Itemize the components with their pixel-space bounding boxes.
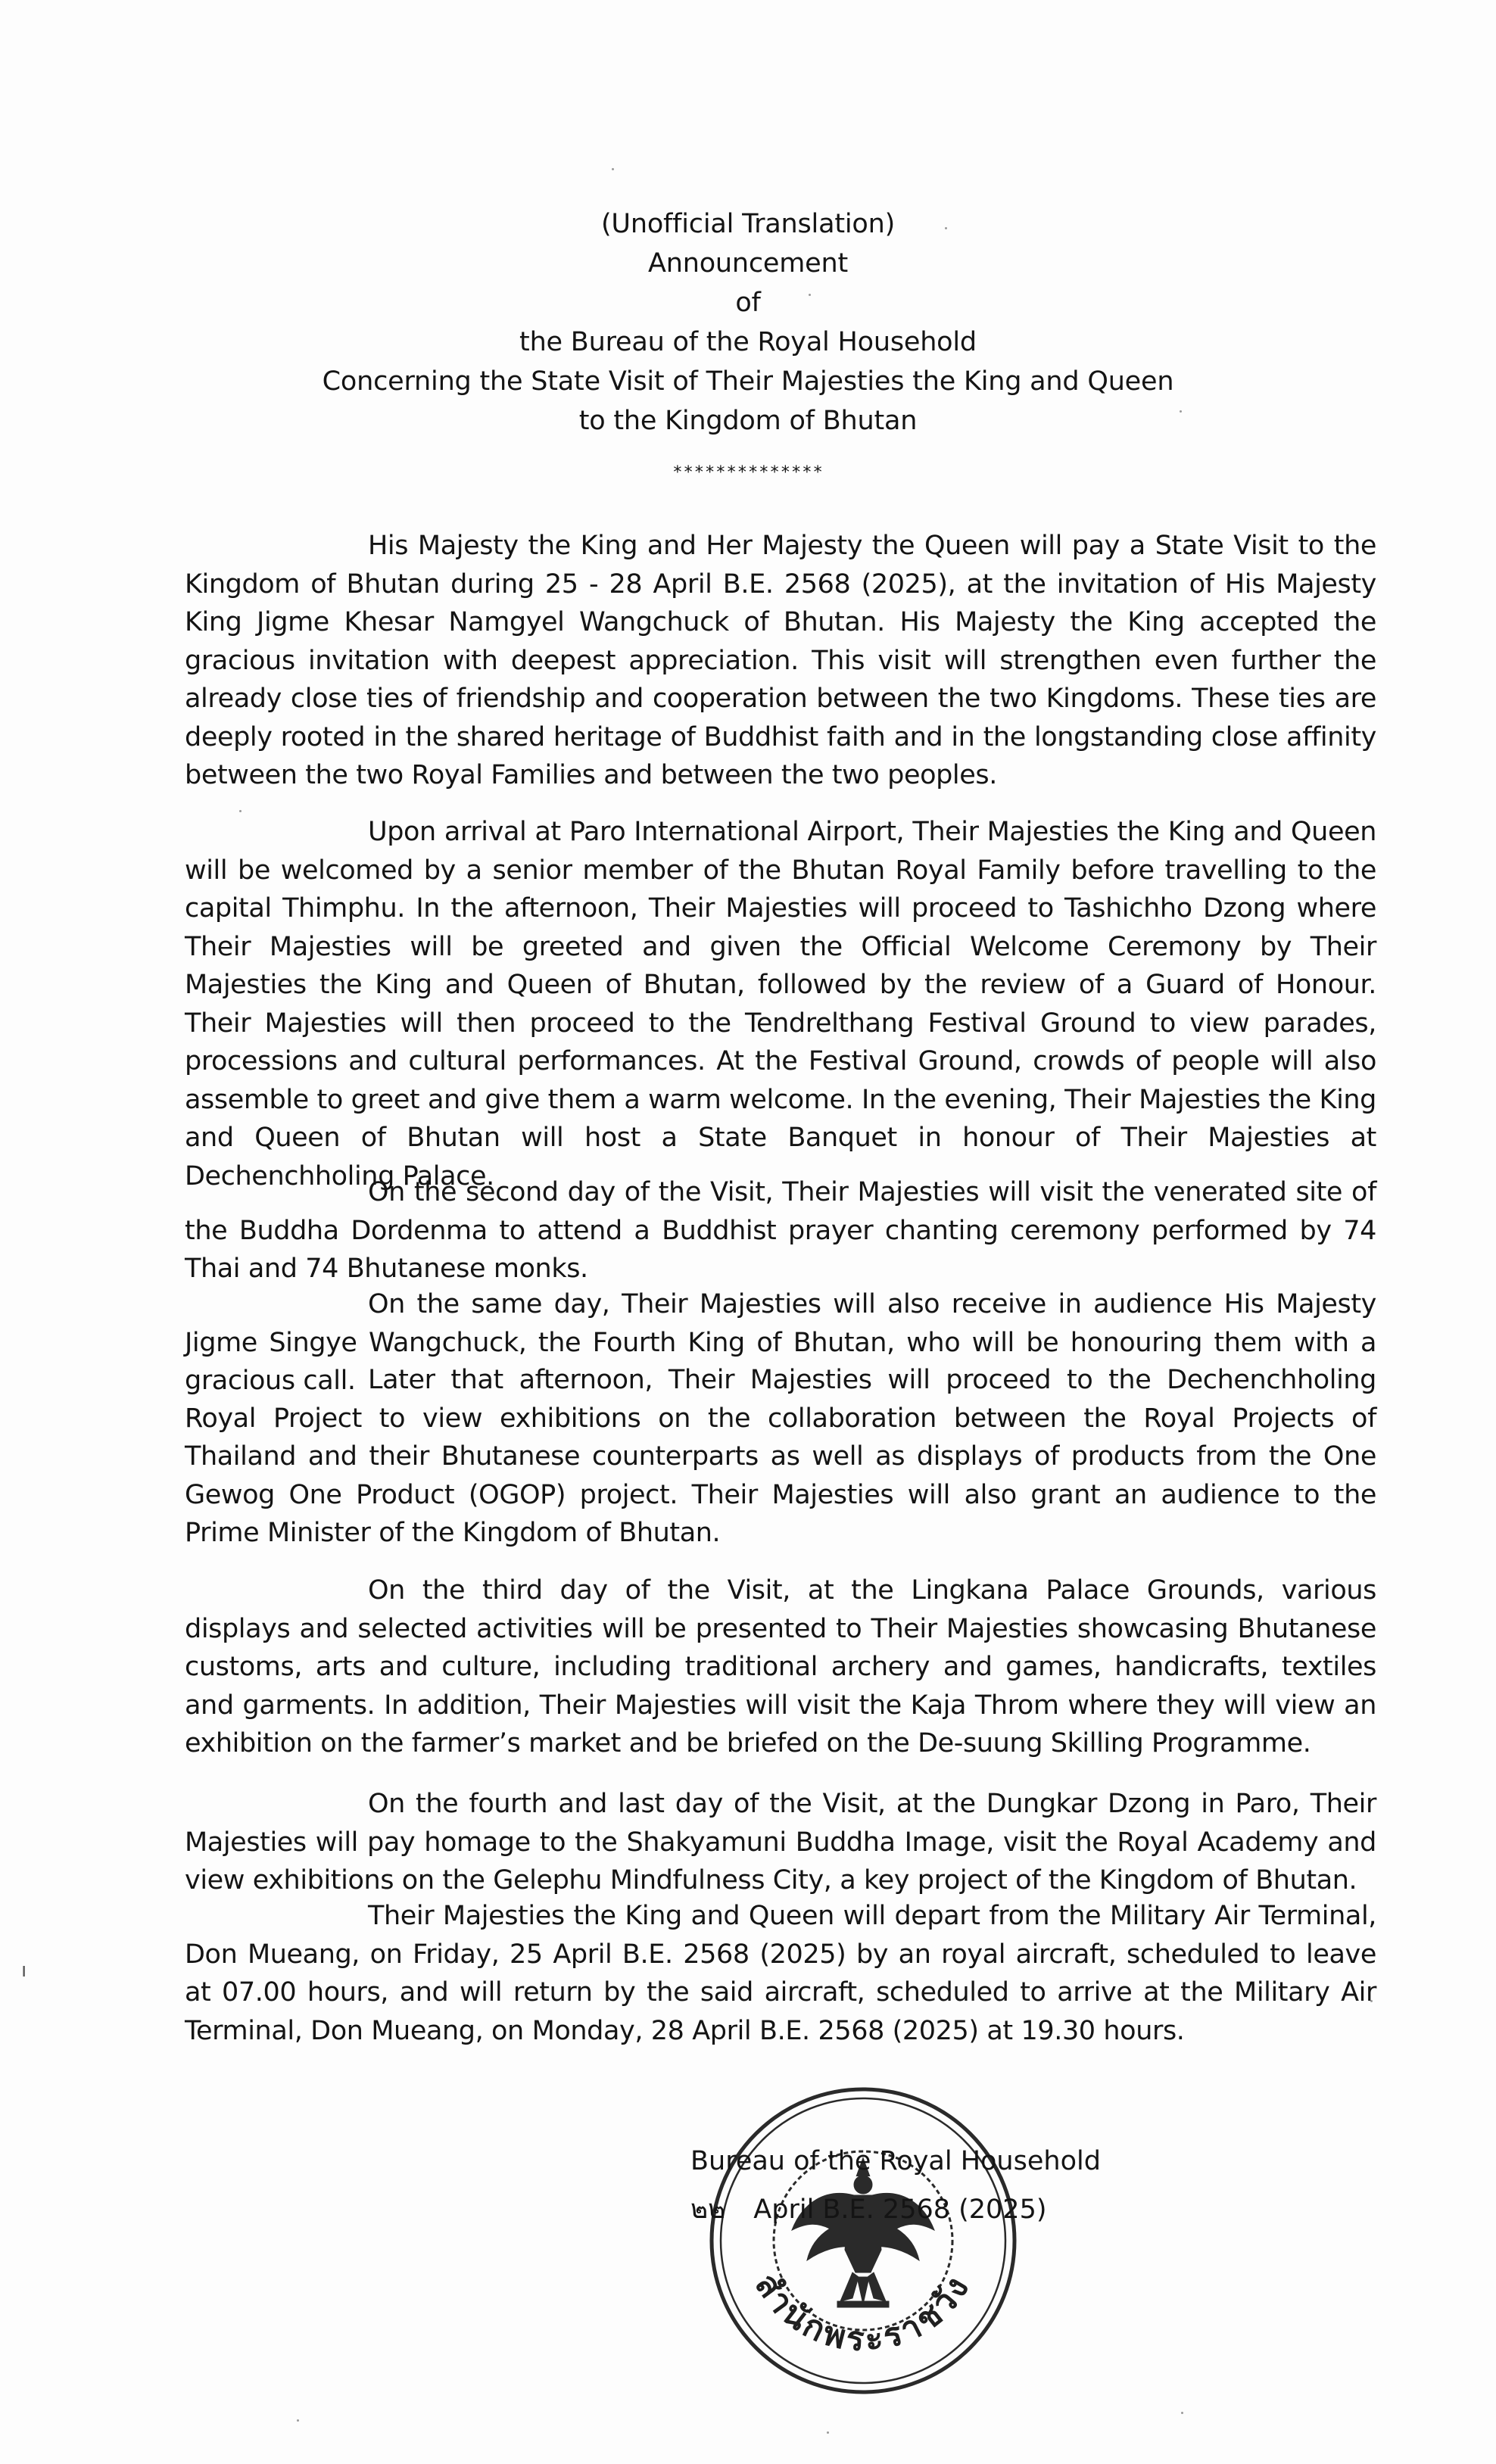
- paragraph-text: On the fourth and last day of the Visit, at the Dungkar Dzong in Paro, Their Majesties will pay homage to the Shakyamuni Buddha Image, visit the Royal Academy and view exhibitions on the Gelephu Mindfulness City, a key project of the Kingdom of Bhutan.: [185, 1789, 1376, 1896]
- paragraph-departure: [185, 1897, 1376, 2050]
- paragraph-text: On the third day of the Visit, at the Lingkana Palace Grounds, various displays and selected activities will be presented to Their Majesties showcasing Bhutanese customs, arts and culture, including traditional archery and games, handicrafts, textiles and garments. In addition, Their Majesties will visit the Kaja Throm where they will view an exhibition on the farmer’s market and be briefed on the De-suung Skilling Programme.: [185, 1575, 1376, 1758]
- paragraph-text: Upon arrival at Paro International Airport, Their Majesties the King and Queen will be welcomed by a senior member of the Bhutan Royal Family before travelling to the capital Thimphu. In the afternoon, Their Majesties will proceed to Tashichho Dzong where Their Majesties will be greeted and given the Official Welcome Ceremony by Their Majesties the King and Queen of Bhutan, followed by the review of a Guard of Honour. Their Majesties will then proceed to the Tendrelthang Festival Ground to view parades, processions and cultural performances. At the Festival Ground, crowds of people will also assemble to greet and give them a warm welcome. In the evening, Their Majesties the King and Queen of Bhutan will host a State Banquet in honour of Their Majesties at Dechenchholing Palace.: [185, 817, 1376, 1192]
- paragraph-text: His Majesty the King and Her Majesty the Queen will pay a State Visit to the Kingdom of Bhutan during 25 - 28 April B.E. 2568 (2025), at the invitation of His Majesty King Jigme Khesar Namgyel Wangchuck of Bhutan. His Majesty the King accepted the gracious invitation with deepest appreciation. This visit will strengthen even further the already close ties of friendship and cooperation between the two Kingdoms. These ties are deeply rooted in the shared heritage of Buddhist faith and in the longstanding close affinity between the two Royal Families and between the two peoples.: [185, 531, 1376, 790]
- margin-mark: ı: [21, 1959, 27, 1982]
- heading-announcement: Announcement: [648, 248, 848, 279]
- scan-speck: [1181, 2412, 1183, 2414]
- heading-issuer: the Bureau of the Royal Household: [519, 327, 977, 357]
- paragraph-text: On the same day, Their Majesties will also receive in audience His Majesty Jigme Singye Wangchuck, the Fourth King of Bhutan, who will be honouring them with a gracious call.: [185, 1289, 1376, 1396]
- royal-household-seal: [697, 2074, 1030, 2407]
- paragraph-second-day: [185, 1173, 1376, 1288]
- signature-date-line: [690, 2191, 1101, 2229]
- scan-speck: [239, 810, 242, 812]
- paragraph-arrival: [185, 813, 1376, 1195]
- seal-text: สำนักพระราชวัง: [746, 2266, 979, 2360]
- heading-separator: **************: [672, 463, 824, 482]
- paragraph-text: Later that afternoon, Their Majesties will proceed to the Dechenchholing Royal Project to view exhibitions on the collaboration between the Royal Projects of Thailand and their Bhutanese counterparts as well as displays of products from the One Gewog One Product (OGOP) project. Their Majesties will also grant an audience to the Prime Minister of the Kingdom of Bhutan.: [185, 1365, 1376, 1548]
- paragraph-third-day: [185, 1572, 1376, 1763]
- paragraph-state-visit: [185, 527, 1376, 795]
- scan-speck: [612, 168, 614, 170]
- signature-day-thai: ๒๒: [690, 2195, 726, 2225]
- paragraph-fourth-day: [185, 1785, 1376, 1900]
- paragraph-text: On the second day of the Visit, Their Majesties will visit the venerated site of the Buddha Dordenma to attend a Buddhist prayer chanting ceremony performed by 74 Thai and 74 Bhutanese monks.: [185, 1177, 1376, 1284]
- scan-speck: [827, 2431, 829, 2434]
- scan-speck: [297, 2419, 299, 2422]
- paragraph-afternoon: [185, 1361, 1376, 1553]
- signature-date: April B.E. 2568 (2025): [753, 2195, 1047, 2225]
- signature-issuer: Bureau of the Royal Household: [690, 2146, 1101, 2176]
- heading-of: of: [735, 288, 761, 318]
- document-heading: [0, 204, 1496, 441]
- heading-subject-destination: to the Kingdom of Bhutan: [578, 406, 918, 436]
- heading-subject: Concerning the State Visit of Their Majesties the King and Queen: [322, 366, 1174, 397]
- heading-translation-note: (Unofficial Translation): [600, 209, 896, 239]
- signature-block: [690, 2142, 1101, 2229]
- paragraph-text: Their Majesties the King and Queen will depart from the Military Air Terminal, Don Mueang, on Friday, 25 April B.E. 2568 (2025) by an royal aircraft, scheduled to leave at 07.00 hours, and will return by the said aircraft, scheduled to arrive at the Military Air Terminal, Don Mueang, on Monday, 28 April B.E. 2568 (2025) at 19.30 hours.: [185, 1901, 1376, 2046]
